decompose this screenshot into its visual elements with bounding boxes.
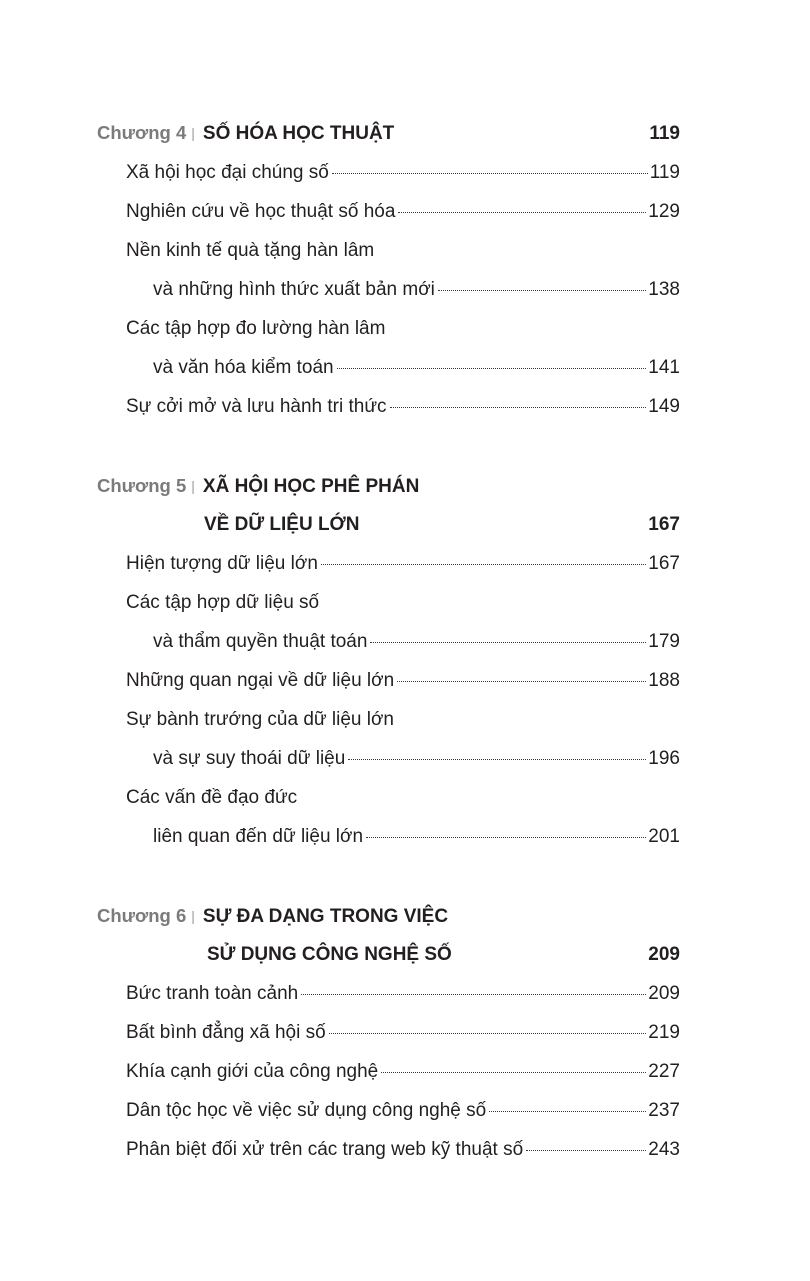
entry-page-number: 196 [648, 748, 680, 769]
entry-page-number: 167 [648, 553, 680, 574]
entry-page-number: 243 [648, 1139, 680, 1160]
chapter-title-continued: VỀ DỮ LIỆU LỚN [204, 514, 360, 535]
entry-title-continued: và thẩm quyền thuật toán [153, 631, 368, 652]
dot-leader [332, 173, 648, 174]
entry-title: Các vấn đề đạo đức [126, 787, 298, 808]
entry-page-number: 119 [649, 162, 680, 183]
entry-title: Những quan ngại về dữ liệu lớn [126, 670, 395, 691]
toc-entry-line[interactable] [126, 705, 680, 735]
toc-entry[interactable] [126, 1057, 680, 1087]
dot-leader [397, 681, 646, 682]
chapter-title: SỐ HÓA HỌC THUẬT [202, 123, 395, 144]
entry-title: Phân biệt đối xử trên các trang web kỹ thuật số [126, 1139, 524, 1160]
entry-page-number: 129 [648, 201, 680, 222]
toc-entry[interactable] [126, 1018, 680, 1048]
toc-entry-line[interactable] [126, 314, 680, 344]
entry-page-number: 201 [648, 826, 680, 847]
dot-leader [390, 407, 647, 408]
toc-entry[interactable] [126, 1135, 680, 1165]
entry-page-number: 209 [648, 983, 680, 1004]
toc-entry-line[interactable] [126, 783, 680, 813]
dot-leader [489, 1111, 646, 1112]
chapter-label: Chương 5 [97, 475, 187, 496]
entry-title: Dân tộc học về việc sử dụng công nghệ số [126, 1100, 487, 1121]
entry-title: Xã hội học đại chúng số [126, 162, 329, 183]
toc-entry[interactable] [153, 744, 680, 774]
entry-title-continued: liên quan đến dữ liệu lớn [153, 826, 364, 847]
entry-page-number: 179 [648, 631, 680, 652]
chapter-heading[interactable] [97, 471, 680, 501]
dot-leader [381, 1072, 646, 1073]
chapter-separator: | [191, 478, 195, 494]
dot-leader [301, 994, 646, 995]
dot-leader [337, 368, 647, 369]
toc-entry[interactable] [153, 353, 680, 383]
toc-entry[interactable] [153, 275, 680, 305]
dot-leader [370, 642, 646, 643]
entry-title: Các tập hợp dữ liệu số [126, 592, 320, 613]
entry-page-number: 237 [648, 1100, 680, 1121]
chapter-separator: | [191, 125, 195, 141]
entry-title-continued: và sự suy thoái dữ liệu [153, 748, 346, 769]
entry-page-number: 227 [648, 1061, 680, 1082]
chapter-heading-continued[interactable] [207, 940, 680, 970]
entry-title: Sự bành trướng của dữ liệu lớn [126, 709, 394, 730]
entry-title: Bất bình đẳng xã hội số [126, 1022, 326, 1043]
entry-title: Các tập hợp đo lường hàn lâm [126, 318, 386, 339]
toc-entry[interactable] [126, 979, 680, 1009]
chapter-page-number: 167 [648, 514, 680, 535]
entry-title: Nghiên cứu về học thuật số hóa [126, 201, 396, 222]
toc-entry-line[interactable] [126, 236, 680, 266]
dot-leader [348, 759, 646, 760]
toc-entry[interactable] [153, 627, 680, 657]
chapter-page-number: 119 [649, 123, 680, 144]
chapter-title: SỰ ĐA DẠNG TRONG VIỆC [202, 906, 449, 927]
dot-leader [438, 290, 646, 291]
dot-leader [329, 1033, 647, 1034]
entry-title-continued: và những hình thức xuất bản mới [153, 279, 435, 300]
entry-title: Sự cởi mở và lưu hành tri thức [126, 396, 387, 417]
chapter-page-number: 209 [648, 944, 680, 965]
chapter-heading[interactable] [97, 901, 680, 931]
dot-leader [398, 212, 646, 213]
entry-page-number: 138 [648, 279, 680, 300]
chapter-label: Chương 6 [97, 905, 187, 926]
entry-page-number: 188 [648, 670, 680, 691]
entry-title: Nền kinh tế quà tặng hàn lâm [126, 240, 375, 261]
toc-entry[interactable] [126, 666, 680, 696]
entry-title: Bức tranh toàn cảnh [126, 983, 299, 1004]
chapter-heading-continued[interactable] [204, 510, 680, 540]
dot-leader [366, 837, 646, 838]
dot-leader [526, 1150, 646, 1151]
chapter-separator: | [191, 908, 195, 924]
chapter-label: Chương 4 [97, 122, 187, 143]
dot-leader [321, 564, 646, 565]
toc-entry-line[interactable] [126, 588, 680, 618]
toc-entry[interactable] [126, 392, 680, 422]
toc-entry[interactable] [126, 158, 680, 188]
entry-title: Hiện tượng dữ liệu lớn [126, 553, 318, 574]
toc-entry[interactable] [126, 549, 680, 579]
chapter-title: XÃ HỘI HỌC PHÊ PHÁN [202, 476, 420, 497]
entry-title-continued: và văn hóa kiểm toán [153, 357, 334, 378]
toc-entry[interactable] [126, 1096, 680, 1126]
toc-entry[interactable] [153, 822, 680, 852]
entry-page-number: 219 [648, 1022, 680, 1043]
entry-title: Khía cạnh giới của công nghệ [126, 1061, 379, 1082]
chapter-title-continued: SỬ DỤNG CÔNG NGHỆ SỐ [207, 944, 452, 965]
entry-page-number: 149 [648, 396, 680, 417]
entry-page-number: 141 [648, 357, 680, 378]
chapter-heading[interactable] [97, 118, 680, 148]
toc-entry[interactable] [126, 197, 680, 227]
